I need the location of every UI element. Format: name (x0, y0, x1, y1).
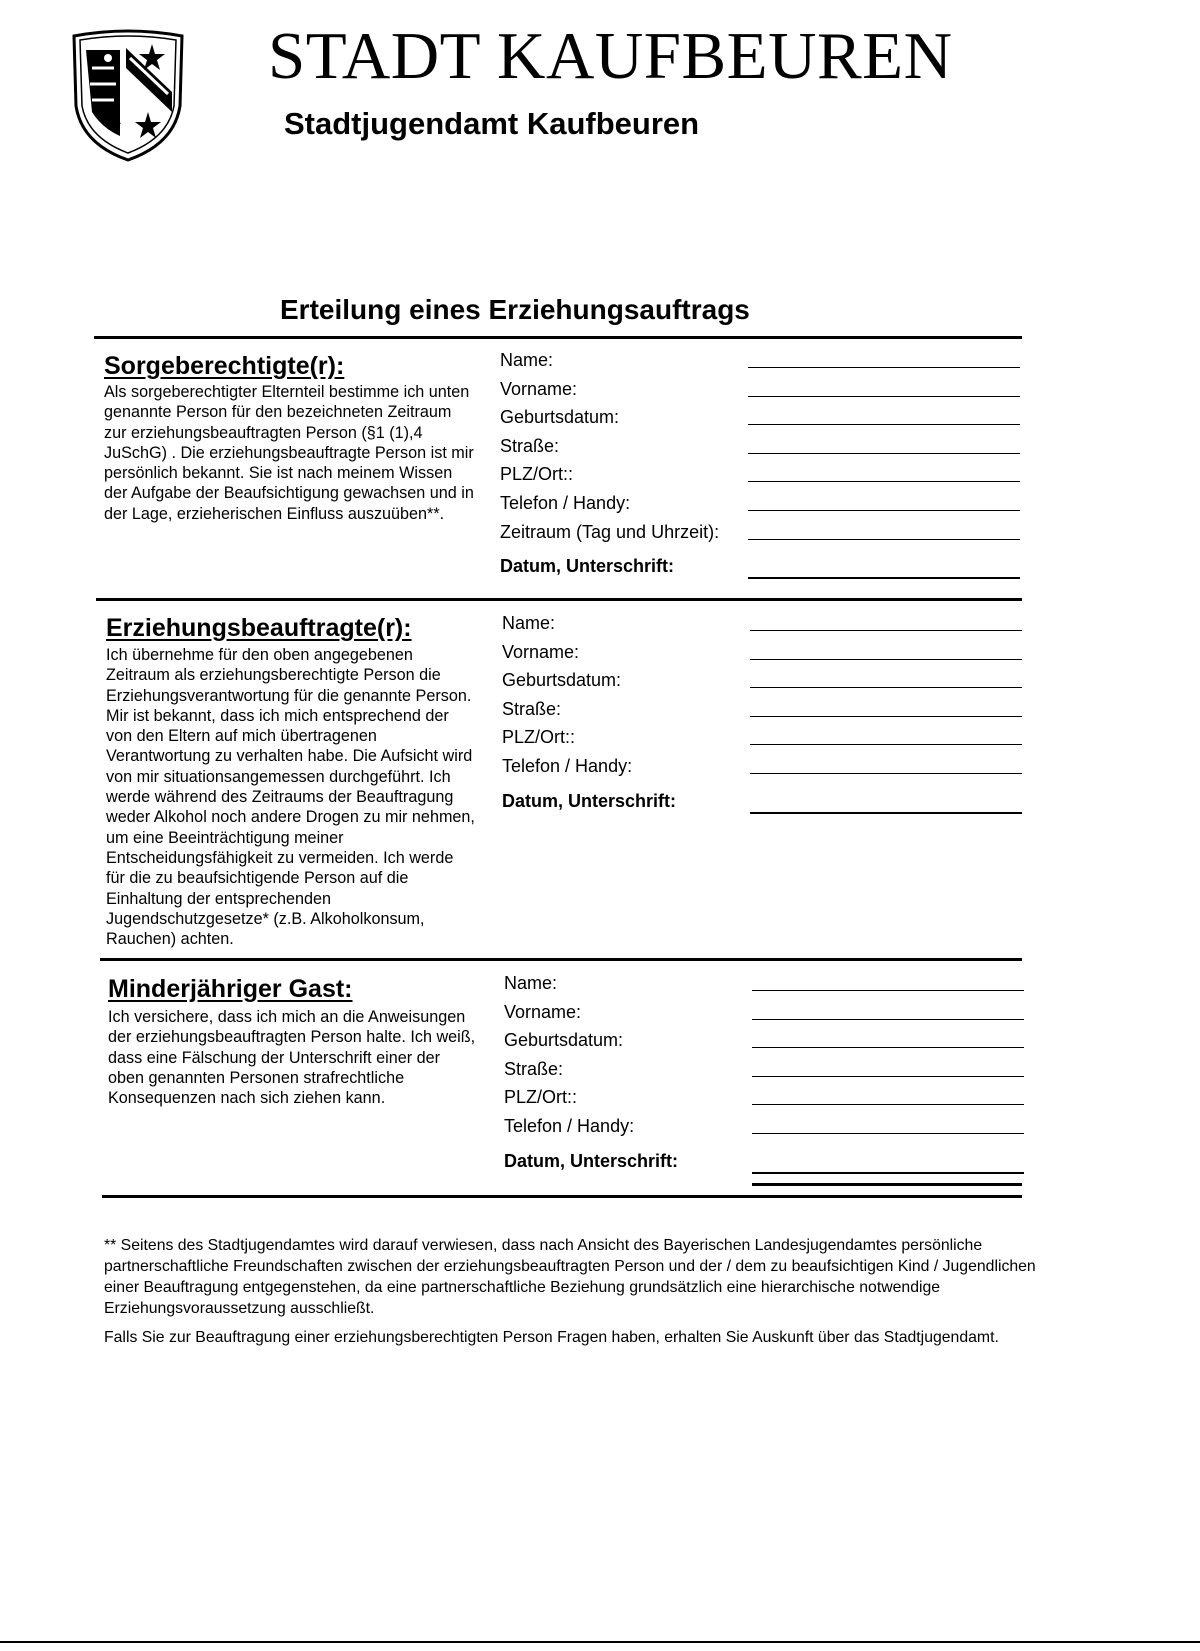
input-line[interactable] (752, 990, 1024, 991)
minor-field-plz-ort[interactable] (504, 1085, 1024, 1114)
divider (96, 598, 1022, 601)
signature-line[interactable] (748, 577, 1020, 579)
field-label: PLZ/Ort:: (504, 1087, 578, 1108)
delegate-field-vorname[interactable] (502, 640, 1022, 669)
field-label: Zeitraum (Tag und Uhrzeit): (500, 521, 720, 542)
input-line[interactable] (752, 1104, 1024, 1105)
signature-label: Datum, Unterschrift: (500, 556, 675, 577)
input-line[interactable] (750, 659, 1022, 660)
guardian-heading: Sorgeberechtigte(r): (104, 352, 345, 380)
form-title: Erteilung eines Erziehungsauftrags (280, 294, 750, 325)
input-line[interactable] (752, 1019, 1024, 1020)
field-label: PLZ/Ort:: (502, 727, 576, 748)
guardian-field-geburtsdatum[interactable] (500, 405, 1020, 434)
delegate-text: Ich übernehme für den oben angegebenen Zeitraum als erziehungsberechtigte Person die Erziehungsverantwortung für die genannte Person. Mir ist bekannt, dass ich mich entsprechend der von den Eltern auf mich übertragenen Verantwortung zu verhalten habe. Die Aufsicht wird von mir situationsangemessen durchgeführt. Ich werde während des Zeitraums der Beauftragung weder Alkohol noch andere Drogen zu mir nehmen, um eine Beeinträchtigung meiner Entscheidungsfähigkeit zu vermeiden. Ich werde für die zu beaufsichtigende Person auf die Einhaltung der entsprechenden Jugendschutzgesetze* (z.B. Alkoholkonsum, Rauchen) achten. (106, 646, 475, 949)
guardian-field-plz-ort[interactable] (500, 462, 1020, 491)
guardian-field-telefon[interactable] (500, 491, 1020, 520)
signature-line[interactable] (750, 812, 1022, 814)
input-line[interactable] (752, 1076, 1024, 1077)
guardian-field-name[interactable] (500, 348, 1020, 377)
delegate-field-signature[interactable] (502, 789, 1022, 825)
field-label: Geburtsdatum: (504, 1030, 624, 1051)
minor-fields (504, 971, 1024, 1185)
page-edge-line (0, 1641, 1200, 1643)
minor-field-name[interactable] (504, 971, 1024, 1000)
guardian-field-strasse[interactable] (500, 434, 1020, 463)
field-label: Telefon / Handy: (502, 755, 633, 776)
delegate-field-telefon[interactable] (502, 754, 1022, 783)
input-line[interactable] (748, 424, 1020, 425)
delegate-field-plz-ort[interactable] (502, 725, 1022, 754)
field-label: Vorname: (500, 378, 578, 399)
signature-label: Datum, Unterschrift: (502, 790, 677, 811)
signature-line[interactable] (752, 1172, 1024, 1174)
guardian-text: Als sorgeberechtigter Elternteil bestimme ich unten genannte Person für den bezeichneten Zeitraum zur erziehungsbeauftragten Person (§1 (1),4 JuSchG) . Die erziehungsbeauftragte Person ist mir persönlich bekannt. Sie ist nach meinem Wissen der Aufgabe der Beaufsichtigung gewachsen und in der Lage, erzieherischen Einfluss auszuüben**. (104, 383, 474, 523)
signature-label: Datum, Unterschrift: (504, 1150, 679, 1171)
minor-field-signature[interactable] (504, 1149, 1024, 1185)
field-label: Geburtsdatum: (500, 407, 620, 428)
field-label: Name: (504, 973, 558, 993)
guardian-field-zeitraum[interactable] (500, 520, 1020, 549)
field-label: Telefon / Handy: (504, 1115, 635, 1136)
input-line[interactable] (748, 481, 1020, 482)
field-label: Straße: (500, 435, 560, 456)
field-label: Geburtsdatum: (502, 670, 622, 691)
field-label: Name: (502, 613, 556, 633)
delegate-fields (502, 611, 1022, 825)
input-line[interactable] (750, 630, 1022, 631)
minor-field-vorname[interactable] (504, 1000, 1024, 1029)
input-line[interactable] (750, 716, 1022, 717)
input-line[interactable] (750, 773, 1022, 774)
guardian-fields (500, 348, 1020, 590)
office-name: Stadtjugendamt Kaufbeuren (284, 106, 700, 141)
footnote-contact: Falls Sie zur Beauftragung einer erziehungsberechtigten Person Fragen haben, erhalten Sie Auskunft über das Stadtjugendamt. (104, 1329, 999, 1346)
divider (100, 958, 1022, 961)
field-label: Vorname: (502, 641, 580, 662)
field-label: Straße: (504, 1058, 564, 1079)
input-line[interactable] (750, 744, 1022, 745)
input-line[interactable] (748, 539, 1020, 540)
delegate-field-geburtsdatum[interactable] (502, 668, 1022, 697)
field-label: Vorname: (504, 1001, 582, 1022)
input-line[interactable] (748, 396, 1020, 397)
divider (102, 1195, 1022, 1198)
minor-text: Ich versichere, dass ich mich an die Anweisungen der erziehungsbeauftragten Person halte. Ich weiß, dass eine Fälschung der Unterschrift einer der oben genannten Personen strafrechtliche Konsequenzen nach sich ziehen kann. (108, 1008, 476, 1108)
minor-heading: Minderjähriger Gast: (108, 975, 353, 1003)
divider (752, 1183, 1022, 1186)
delegate-heading: Erziehungsbeauftragte(r): (106, 614, 412, 642)
input-line[interactable] (748, 453, 1020, 454)
divider (94, 336, 1022, 339)
minor-field-telefon[interactable] (504, 1114, 1024, 1143)
field-label: Name: (500, 350, 554, 370)
input-line[interactable] (752, 1047, 1024, 1048)
city-title: STADT KAUFBEUREN (268, 19, 953, 93)
minor-field-strasse[interactable] (504, 1057, 1024, 1086)
coat-of-arms-icon (68, 28, 188, 164)
input-line[interactable] (748, 367, 1020, 368)
input-line[interactable] (750, 687, 1022, 688)
minor-field-geburtsdatum[interactable] (504, 1028, 1024, 1057)
delegate-field-strasse[interactable] (502, 697, 1022, 726)
guardian-field-signature[interactable] (500, 554, 1020, 590)
field-label: Straße: (502, 698, 562, 719)
field-label: Telefon / Handy: (500, 492, 631, 513)
delegate-field-name[interactable] (502, 611, 1022, 640)
field-label: PLZ/Ort:: (500, 464, 574, 485)
input-line[interactable] (748, 510, 1020, 511)
input-line[interactable] (752, 1133, 1024, 1134)
guardian-field-vorname[interactable] (500, 377, 1020, 406)
footnote-landesjugendamt: ** Seitens des Stadtjugendamtes wird darauf verwiesen, dass nach Ansicht des Bayerischen Landesjugendamtes persönliche partnerschaftliche Freundschaften zwischen der erziehungsbeauftragten Person und der / dem zu beaufsichtigen Kind / Jugendlichen einer Beauftragung entgegenstehen, da eine partnerschaftliche Beziehung grundsätzlich eine hierarchische notwendige Erziehungsvoraussetzung ausschließt. (104, 1237, 1036, 1317)
